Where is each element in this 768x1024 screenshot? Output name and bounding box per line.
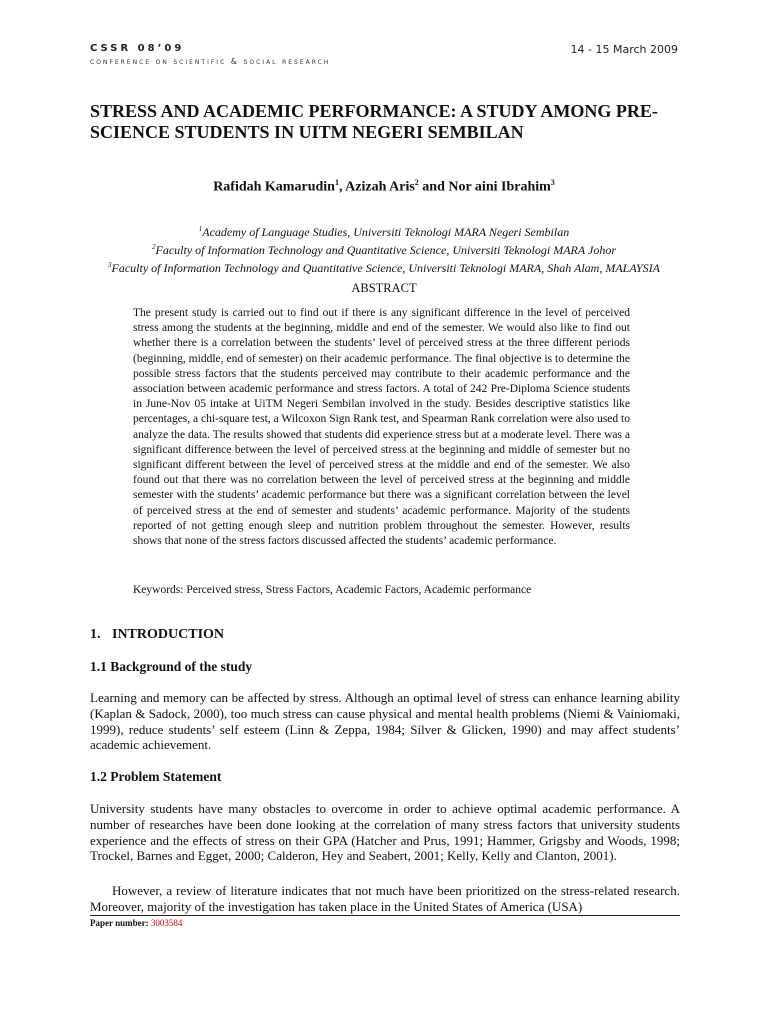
- affiliation-sup: 1: [198, 225, 203, 233]
- conference-date: 14 - 15 March 2009: [570, 43, 678, 56]
- affiliation-line: [60, 258, 708, 276]
- author-sup: 3: [550, 178, 555, 187]
- author-sup: 2: [414, 178, 419, 187]
- conference-name: conference on scientific & social research: [90, 57, 331, 66]
- affiliation-text: Faculty of Information Technology and Quantitative Science, Universiti Teknologi MARA Johor: [155, 243, 616, 257]
- conference-code: CSSR 08’09: [90, 43, 185, 54]
- abstract-text: The present study is carried out to find out if there is any significant difference in the level of perceived stress among the students at the beginning, middle and end of the semester. We would also like to find out whether there is a correlation between the students’ level of perceived stress at the three different periods (beginning, middle, end of semester) on their academic performance. The final objective is to determine the possible stress factors that the students perceived may contribute to their academic performance and the association between academic performance and stress factors. A total of 242 Pre-Diploma Science students in June-Nov 05 intake at UiTM Negeri Sembilan involved in the study. Besides descriptive statistics like percentages, a chi-square test, a Wilcoxon Sign Rank test, and Spearman Rank correlation were also used to analyze the data. The results showed that students did experience stress but at a moderate level. There was a significant difference between the level of perceived stress at the beginning and middle of semester but no significant different between the level of perceived stress at the middle and end of the semester. We also found out that there was no correlation between the level of perceived stress at the beginning and middle semester with the students’ academic performance but there was a significant correlation between the level of perceived stress at the end of semester and students’ academic performance. Majority of the students reported of not getting enough sleep and nutrition problem throughout the semester. However, results shows that none of the stress factors discussed affected the students’ academic performance.: [133, 307, 630, 548]
- running-header: [90, 43, 330, 66]
- author-name: Azizah Aris: [345, 179, 415, 195]
- problem-paragraph-2: However, a review of literature indicates that not much have been prioritized on the stress-related research. Moreover, majority of the investigation has taken place in the United States of America (USA): [90, 883, 680, 914]
- author-list: [0, 178, 768, 196]
- footnote-divider: [90, 915, 680, 916]
- paper-title: STRESS AND ACADEMIC PERFORMANCE: A STUDY AMONG PRE-SCIENCE STUDENTS IN UITM NEGERI SEMBILAN: [90, 101, 658, 142]
- affiliation-text: Academy of Language Studies, Universiti Teknologi MARA Negeri Sembilan: [202, 225, 570, 239]
- affiliation-sup: 2: [152, 243, 156, 251]
- author-name: Nor aini Ibrahim: [448, 179, 551, 195]
- section-title: INTRODUCTION: [112, 627, 225, 642]
- subsection-heading-background: 1.1 Background of the study: [90, 659, 253, 674]
- affiliation-line: [60, 222, 708, 240]
- author-separator: ,: [338, 179, 346, 195]
- author-separator: and: [418, 179, 449, 195]
- author-sup: 1: [334, 178, 339, 187]
- author-name: Rafidah Kamarudin: [213, 179, 335, 195]
- section-heading-introduction: [90, 627, 224, 643]
- subsection-heading-problem: 1.2 Problem Statement: [90, 769, 222, 784]
- background-paragraph: Learning and memory can be affected by stress. Although an optimal level of stress can enhance learning ability (Kaplan & Sadock, 2000), too much stress can cause physical and mental health problems (Niemi & Vainiomaki, 1999), reduce students’ self esteem (Linn & Zeppa, 1984; Silver & Glicken, 1990) and may affect students’ academic achievement.: [90, 690, 680, 753]
- section-number: 1.: [90, 627, 101, 642]
- paper-number-label: Paper number:: [90, 918, 151, 928]
- affiliation-text: Faculty of Information Technology and Quantitative Science, Universiti Teknologi MARA, Shah Alam, MALAYSIA: [111, 261, 660, 275]
- affiliation-sup: 3: [108, 261, 112, 269]
- abstract-heading: ABSTRACT: [351, 281, 417, 295]
- affiliations: [60, 222, 708, 276]
- affiliation-line: [60, 240, 708, 258]
- problem-paragraph-1: University students have many obstacles to overcome in order to achieve optimal academic performance. A number of researches have been done looking at the correlation of many stress factors that university students experience and the effects of stress on their GPA (Hatcher and Prus, 1991; Hammer, Grigsby and Woods, 1998; Trockel, Barnes and Egget, 2000; Calderon, Hey and Seabert, 2001; Kelly, Kelly and Clanton, 2001).: [90, 801, 680, 864]
- paper-number: 3003584: [150, 918, 183, 928]
- paper-number-footnote: [90, 918, 182, 928]
- keywords: Keywords: Perceived stress, Stress Factors, Academic Factors, Academic performance: [133, 584, 532, 596]
